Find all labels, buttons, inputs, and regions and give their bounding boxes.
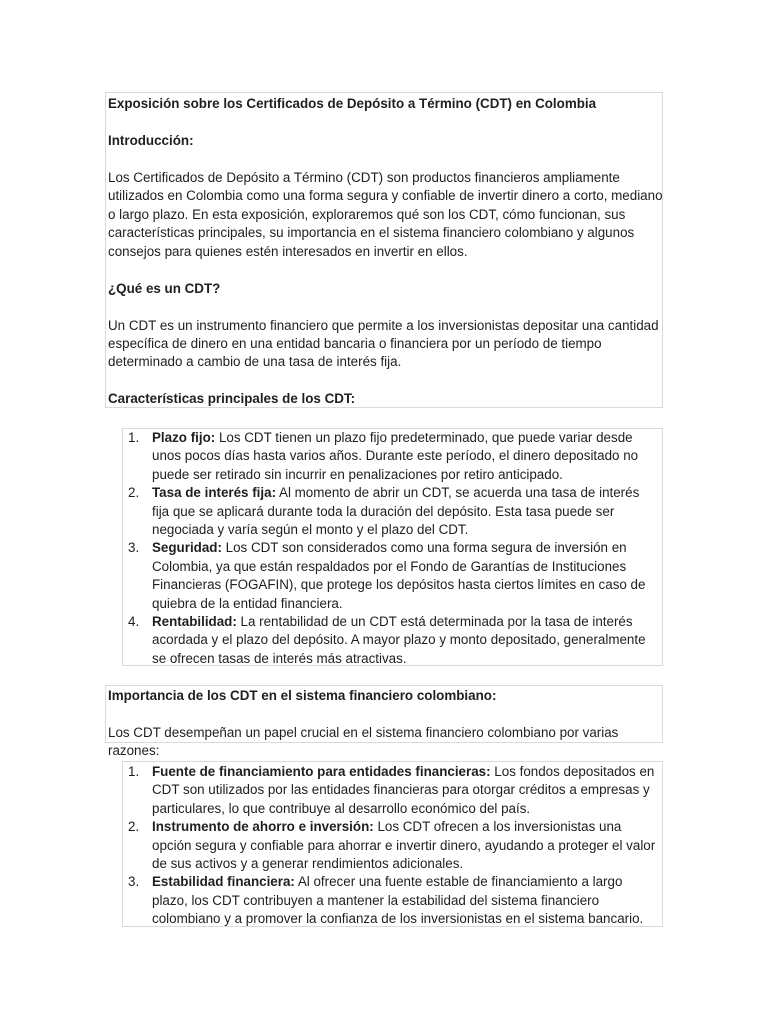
list-item bbox=[123, 873, 658, 928]
item-term: Tasa de interés fija: bbox=[152, 485, 277, 501]
item-text: Los CDT tienen un plazo fijo predeterminado, que puede variar desde unos pocos días hasta varios años. Durante este período, el dinero depositado no puede ser retirado sin incurrir en penalizaciones por retiro anticipado. bbox=[152, 430, 639, 482]
what-is-heading: ¿Qué es un CDT? bbox=[108, 280, 221, 296]
list-item bbox=[123, 613, 658, 668]
features-list bbox=[123, 429, 662, 668]
item-text: Los CDT son considerados como una forma segura de inversión en Colombia, ya que están respaldados por el Fondo de Garantías de Instituciones Financieras (FOGAFIN), que protege los depósitos hasta ciertos límites en caso de quiebra de la entidad financiera. bbox=[152, 540, 646, 611]
intro-section bbox=[105, 92, 663, 408]
document-title: Exposición sobre los Certificados de Depósito a Término (CDT) en Colombia bbox=[108, 96, 597, 111]
importance-paragraph: Los CDT desempeñan un papel crucial en el sistema financiero colombiano por varias razones: bbox=[108, 725, 619, 759]
item-term: Fuente de financiamiento para entidades financieras: bbox=[152, 764, 491, 779]
list-item bbox=[123, 429, 658, 484]
intro-paragraph: Los Certificados de Depósito a Término (CDT) son productos financieros ampliamente utilizados en Colombia como una forma segura y confiable de invertir dinero a corto, mediano o largo plazo. En esta exposición, exploraremos qué son los CDT, cómo funcionan, sus características principales, su importancia en el sistema financiero colombiano y algunos consejos para quienes estén interesados en invertir en ellos. bbox=[108, 170, 663, 259]
list-item bbox=[123, 484, 658, 539]
importance-section bbox=[105, 685, 663, 759]
item-text: Los CDT ofrecen a los inversionistas una opción segura y confiable para ahorrar e invertir dinero, ayudando a proteger el valor de sus activos y a generar rendimientos adicionales. bbox=[152, 819, 656, 872]
list-item bbox=[123, 539, 658, 613]
features-list-section bbox=[122, 428, 663, 666]
item-term: Plazo fijo: bbox=[152, 430, 216, 445]
importance-heading: Importancia de los CDT en el sistema financiero colombiano: bbox=[108, 688, 497, 703]
item-term: Seguridad: bbox=[152, 540, 222, 556]
importance-list bbox=[123, 762, 662, 929]
what-is-paragraph: Un CDT es un instrumento financiero que permite a los inversionistas depositar una cantidad específica de dinero en una entidad bancaria o financiera por un período de tiempo determinado a cambio de una tasa de interés fija. bbox=[108, 317, 659, 370]
list-item bbox=[123, 763, 658, 818]
item-text: La rentabilidad de un CDT está determinada por la tasa de interés acordada y el plazo del depósito. A mayor plazo y monto depositado, generalmente se ofrecen tasas de interés más atractivas. bbox=[152, 614, 646, 666]
item-text: Los fondos depositados en CDT son utilizados por las entidades financieras para otorgar créditos a empresas y particulares, lo que contribuye al desarrollo económico del país. bbox=[152, 764, 655, 816]
item-term: Instrumento de ahorro e inversión: bbox=[152, 819, 374, 835]
features-heading: Características principales de los CDT: bbox=[108, 391, 356, 407]
importance-list-section bbox=[122, 761, 663, 927]
item-text: Al ofrecer una fuente estable de financiamiento a largo plazo, los CDT contribuyen a mantener la estabilidad del sistema financiero colombiano y a promover la confianza de los inversionistas en el sistema bancario. bbox=[152, 874, 644, 927]
item-text: Al momento de abrir un CDT, se acuerda una tasa de interés fija que se aplicará durante toda la duración del depósito. Esta tasa puede ser negociada y varía según el monto y el plazo del CDT. bbox=[152, 485, 640, 538]
intro-heading: Introducción: bbox=[108, 133, 194, 148]
item-term: Estabilidad financiera: bbox=[152, 874, 295, 890]
item-term: Rentabilidad: bbox=[152, 614, 237, 630]
list-item bbox=[123, 818, 658, 873]
